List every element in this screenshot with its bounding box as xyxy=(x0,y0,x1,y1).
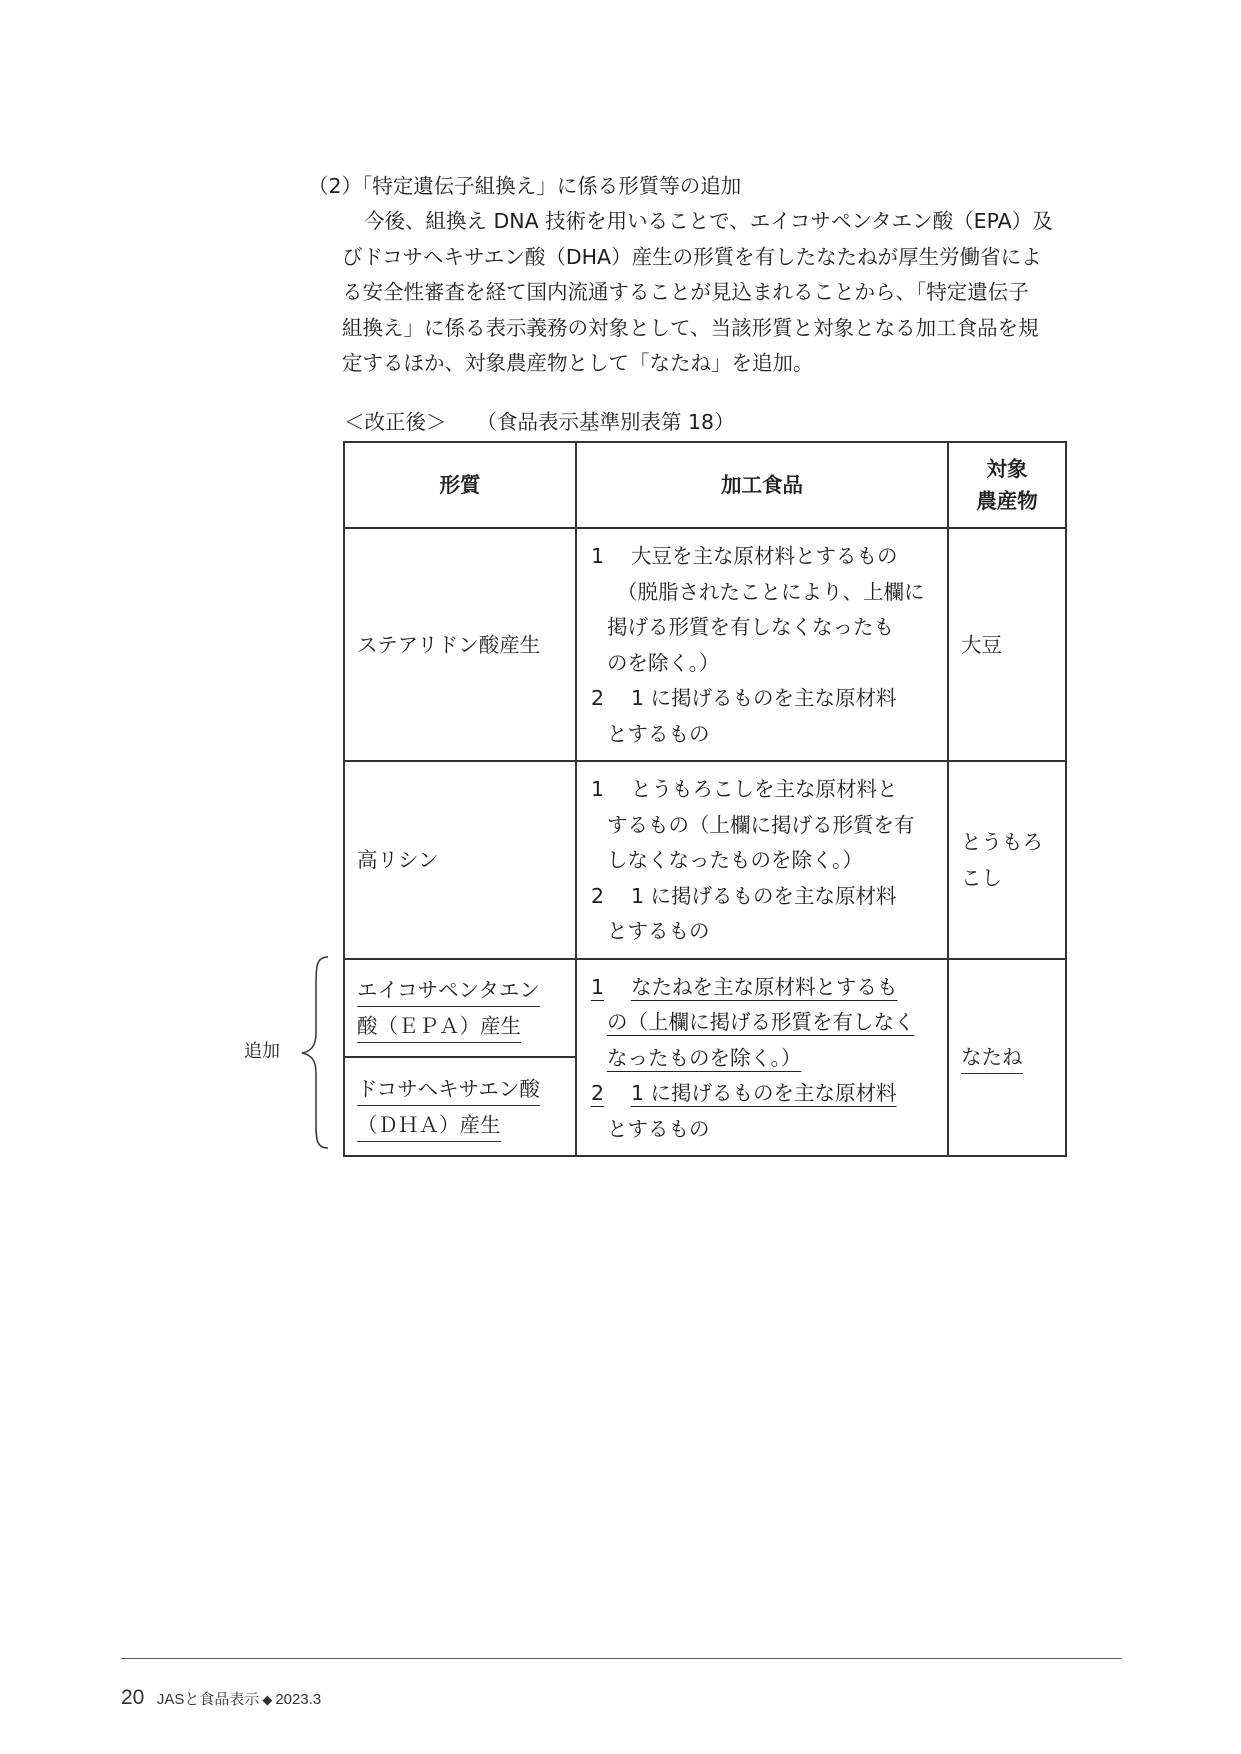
paragraph-line: 今後、組換え DNA 技術を用いることで、エイコサペンタエン酸（EPA）及 xyxy=(364,209,1053,233)
item-text: しなくなったものを除く。） xyxy=(607,848,863,872)
food-item-2 xyxy=(591,879,937,915)
curly-brace-icon xyxy=(296,955,336,1150)
header-processed-food: 加工食品 xyxy=(576,442,948,528)
publication-name: JASと食品表示 xyxy=(156,1691,260,1708)
food-item-1 xyxy=(591,772,937,808)
trait-cell: 高リシン xyxy=(344,761,576,959)
issue-date: 2023.3 xyxy=(275,1691,322,1708)
item-text: の（上欄に掲げる形質を有しなく xyxy=(607,1010,915,1034)
item-text: とするもの xyxy=(607,721,710,746)
item-text: 大豆を主な原材料とするもの xyxy=(631,544,898,568)
paragraph-line: 組換え」に係る表示義務の対象として、当該形質と対象となる加工食品を規 xyxy=(342,315,1039,340)
page-number: 20 xyxy=(121,1686,145,1709)
trait-line: ドコサヘキサエン酸 xyxy=(357,1073,540,1106)
food-cell xyxy=(576,528,948,761)
paragraph-line: る安全性審査を経て国内流通することが見込まれることから、「特定遺伝子 xyxy=(342,280,1029,304)
header-target-crop xyxy=(948,442,1066,528)
crop-line: とうもろ xyxy=(961,829,1043,854)
item-number: 1 xyxy=(591,777,605,801)
item-text: なったものを除く。） xyxy=(607,1045,802,1070)
section-heading: （2）「特定遺伝子組換え」に係る形質等の追加 xyxy=(308,174,742,198)
crop-cell xyxy=(948,761,1066,959)
section-paragraph xyxy=(342,204,1087,382)
food-item-1 xyxy=(591,970,937,1006)
trait-line: 酸（ＥＰＡ）産生 xyxy=(357,1010,521,1043)
item-text: 1 に掲げるものを主な原材料 xyxy=(631,1081,897,1105)
item-number: 1 xyxy=(591,974,605,999)
item-text: 1 に掲げるものを主な原材料 xyxy=(631,686,897,710)
trait-cell: ステアリドン酸産生 xyxy=(344,528,576,761)
item-number: 2 xyxy=(591,883,605,908)
footer-divider xyxy=(121,1658,1121,1659)
table-caption xyxy=(344,408,735,436)
paragraph-line: 定するほか、対象農産物として「なたね」を追加。 xyxy=(342,351,814,375)
item-text: するもの（上欄に掲げる形質を有 xyxy=(607,812,915,837)
header-crop-line1: 対象 xyxy=(986,457,1028,481)
item-text: とうもろこしを主な原材料と xyxy=(631,777,898,801)
item-text: のを除く。） xyxy=(607,650,720,675)
paragraph-line: びドコサヘキサエン酸（DHA）産生の形質を有したなたねが厚生労働省によ xyxy=(342,244,1042,269)
gmo-trait-table xyxy=(343,441,1067,1157)
table-row xyxy=(344,528,1066,761)
table-header-row xyxy=(344,442,1066,528)
caption-source: （食品表示基準別表第 18） xyxy=(476,410,735,434)
food-item-2 xyxy=(591,1076,937,1112)
food-item-1 xyxy=(591,539,937,575)
trait-cell-dha xyxy=(344,1057,576,1156)
header-trait: 形質 xyxy=(344,442,576,528)
trait-line: （ＤＨＡ）産生 xyxy=(357,1109,501,1142)
crop-cell: 大豆 xyxy=(948,528,1066,761)
food-item-2 xyxy=(591,681,937,717)
crop-text: なたね xyxy=(961,1041,1023,1074)
table-row-added-epa xyxy=(344,959,1066,1058)
item-number: 2 xyxy=(591,686,605,710)
page-footer xyxy=(121,1686,321,1710)
item-text: なたねを主な原材料とするも xyxy=(631,974,898,999)
item-text: 1 に掲げるものを主な原材料 xyxy=(631,883,897,908)
trait-cell-epa xyxy=(344,959,576,1058)
item-text: とするもの xyxy=(607,1116,710,1141)
header-crop-line2: 農産物 xyxy=(976,489,1038,513)
crop-cell-added xyxy=(948,959,1066,1157)
food-cell xyxy=(576,761,948,959)
food-cell-added xyxy=(576,959,948,1157)
item-text: （脱脂されたことにより、上欄に xyxy=(617,579,925,604)
crop-line: こし xyxy=(961,865,1002,890)
diamond-icon: ◆ xyxy=(262,1692,273,1707)
item-text: 掲げる形質を有しなくなったも xyxy=(607,615,894,639)
caption-label: ＜改正後＞ xyxy=(344,410,447,434)
table-row xyxy=(344,761,1066,959)
item-text: とするもの xyxy=(607,919,710,943)
item-number: 2 xyxy=(591,1081,605,1105)
item-number: 1 xyxy=(591,544,605,568)
added-label: 追加 xyxy=(244,1041,280,1062)
trait-line: エイコサペンタエン xyxy=(357,974,540,1007)
